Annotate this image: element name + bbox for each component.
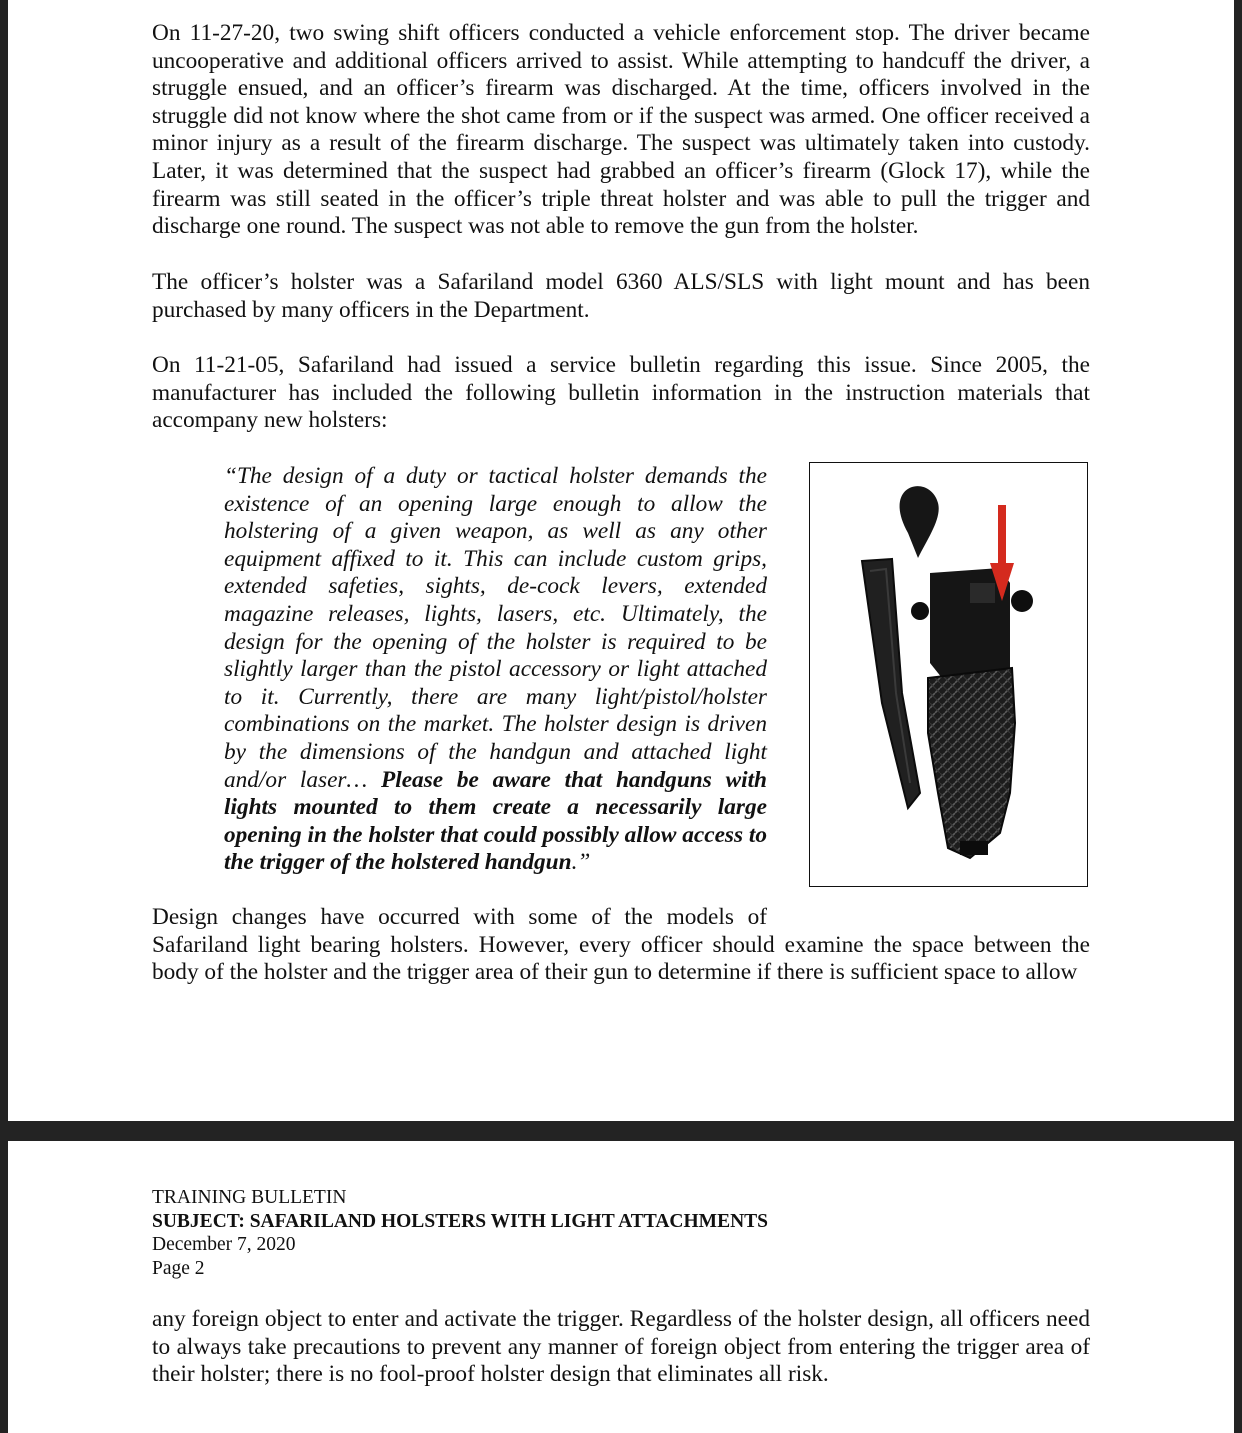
holster-hood [900, 486, 939, 558]
precautions-paragraph: any foreign object to enter and activate the trigger. Regardless of the holster design, all officers need to always take precautions to prevent any manner of foreign object from entering the trigger area of their holster; there is no fool-proof holster design that eliminates all risk. [152, 1306, 1090, 1388]
quote-end: .” [571, 849, 591, 876]
quote-text: “The design of a duty or tactical holster demands the existence of an opening large enough to allow the holstering of a given weapon, as well as any other equipment affixed to it. This can include custom grips, extended safeties, sights, de-cock levers, extended magazine releases, lights, lasers, etc. Ultimately, the design for the opening of the holster is required to be slightly larger than the pistol accessory or light attached to it. Currently, there are many light/pistol/holster combinations on the market. The holster design is driven by the dimensions of the handgun and attached light and/or laser… [224, 463, 767, 793]
manufacturer-quote [224, 463, 767, 877]
service-bulletin-paragraph: On 11-21-05, Safariland had issued a service bulletin regarding this issue. Since 2005, the manufacturer has included the following bulletin information in the instruction materials that accompany new holsters: [152, 352, 1090, 434]
design-changes-paragraph [152, 904, 1090, 987]
document-page-1 [8, 0, 1234, 1121]
holster-photo [809, 462, 1088, 887]
design-changes-line-1: Design changes have occurred with some of the models of [152, 904, 767, 930]
design-changes-rest: Safariland light bearing holsters. However, every officer should examine the space between the body of the holster and the trigger area of their gun to determine if there is sufficient space to allow [152, 931, 1090, 986]
bulletin-type: TRAINING BULLETIN [152, 1187, 347, 1208]
bulletin-subject: SUBJECT: SAFARILAND HOLSTERS WITH LIGHT ATTACHMENTS [152, 1210, 769, 1232]
bulletin-header [152, 1186, 768, 1280]
quote-warning-bold: Please be aware that handguns with lights mounted to them create a necessarily large opening in the holster that could possibly allow access to the trigger of the holstered handgun [224, 766, 768, 876]
document-page-2 [8, 1141, 1234, 1433]
page-number: Page 2 [152, 1257, 205, 1279]
bulletin-date: December 7, 2020 [152, 1234, 296, 1255]
incident-paragraph: On 11-27-20, two swing shift officers conducted a vehicle enforcement stop. The driver became uncooperative and additional officers arrived to assist. While attempting to handcuff the driver, a struggle ensued, and an officer’s firearm was discharged. At the time, officers involved in the struggle did not know where the shot came from or if the suspect was armed. One officer received a minor injury as a result of the firearm discharge. The suspect was ultimately taken into custody. Later, it was determined that the suspect had grabbed an officer’s firearm (Glock 17), while the firearm was still seated in the officer’s triple threat holster and was able to pull the trigger and discharge one round. The suspect was not able to remove the gun from the holster. [152, 20, 1090, 240]
holster-model-paragraph: The officer’s holster was a Safariland model 6360 ALS/SLS with light mount and has been purchased by many officers in the Department. [152, 269, 1090, 323]
